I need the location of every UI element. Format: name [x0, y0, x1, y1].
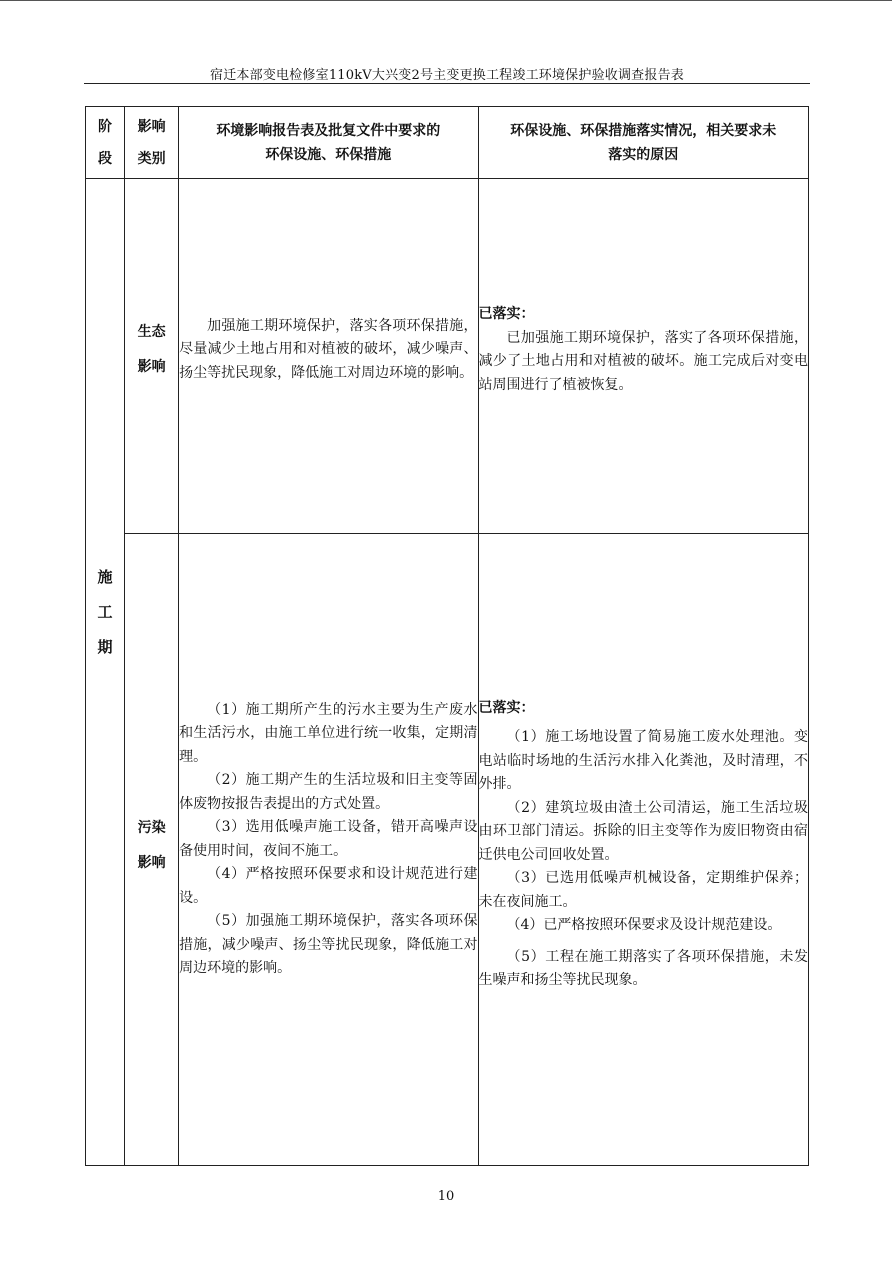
header-stage-line2: 段: [98, 150, 113, 167]
measure-text: 加强施工期环境保护，落实各项环保措施，尽量减少土地占用和对植被的破坏，减少噪声、扬尘等扰民现象，降低施工对周边环境的影响。: [179, 317, 478, 381]
implementation-ecological: [478, 179, 808, 534]
table-row: [86, 534, 809, 1166]
implementation-text: 已加强施工期环境保护，落实了各项环保措施，减少了土地占用和对植被的破坏。施工完成后对变电站周围进行了植被恢复。: [478, 329, 808, 393]
implementation-text: （4）已严格按照环保要求及设计规范建设。: [506, 917, 782, 933]
required-measures-ecological: [179, 179, 478, 534]
implementation-text: （3）已选用低噪声机械设备，定期维护保养；未在夜间施工。: [478, 870, 808, 910]
header-required-measures: [179, 107, 478, 179]
impact-type-line2: 影响: [137, 359, 166, 375]
document-header: 宿迁本部变电检修室110kV大兴变2号主变更换工程竣工环境保护验收调查报告表: [210, 68, 684, 83]
status-label: 已落实：: [478, 306, 535, 322]
stage-char: 期: [97, 637, 113, 656]
impact-type-line1: 污染: [137, 819, 166, 836]
stage-cell: [86, 179, 125, 1166]
header-status-line2: 落实的原因: [608, 146, 679, 163]
table-header-row: [86, 107, 809, 179]
header-implementation-status: [478, 107, 808, 179]
implementation-pollution: [478, 534, 808, 1166]
implementation-text: （1）施工场地设置了简易施工废水处理池。变电站临时场地的生活污水排入化粪池，及时清理，不外排。: [478, 729, 808, 792]
measure-text: （1）施工期所产生的污水主要为生产废水和生活污水，由施工单位进行统一收集，定期清理。: [179, 701, 478, 765]
table-row: [86, 179, 809, 534]
page-number: 10: [437, 1189, 455, 1204]
impact-type-line2: 影响: [137, 854, 166, 871]
header-stage: [86, 107, 125, 179]
required-measures-pollution: [179, 534, 478, 1166]
impact-type-pollution: [125, 534, 179, 1166]
status-label: 已落实：: [478, 699, 535, 716]
header-impact-type: [125, 107, 179, 179]
header-required-line1: 环境影响报告表及批复文件中要求的: [216, 122, 441, 139]
stage-char: 工: [97, 602, 113, 621]
stage-char: 施: [97, 567, 113, 586]
measure-text: （3）选用低噪声施工设备，错开高噪声设备使用时间，夜间不施工。: [179, 819, 478, 859]
impact-type-ecological: [125, 179, 179, 534]
implementation-text: （5）工程在施工期落实了各项环保措施，未发生噪声和扬尘等扰民现象。: [478, 948, 808, 988]
measure-text: （2）施工期产生的生活垃圾和旧主变等固体废物按报告表提出的方式处置。: [179, 772, 478, 812]
impact-type-line1: 生态: [137, 324, 166, 340]
measure-text: （5）加强施工期环境保护，落实各项环保措施，减少噪声、扬尘等扰民现象，降低施工对周边环境的影响。: [179, 913, 478, 976]
measure-text: （4）严格按照环保要求和设计规范进行建设。: [179, 866, 478, 906]
header-stage-line1: 阶: [98, 118, 113, 135]
page-top-border: [0, 0, 892, 1]
header-rule: [84, 83, 810, 84]
environmental-measures-table: [85, 106, 809, 1166]
header-impact-line1: 影响: [137, 118, 166, 135]
header-required-line2: 环保设施、环保措施: [265, 146, 392, 163]
header-impact-line2: 类别: [137, 150, 166, 167]
header-status-line1: 环保设施、环保措施落实情况，相关要求未: [510, 122, 777, 139]
implementation-text: （2）建筑垃圾由渣土公司清运，施工生活垃圾由环卫部门清运。拆除的旧主变等作为废旧物资由宿迁供电公司回收处置。: [478, 799, 808, 863]
